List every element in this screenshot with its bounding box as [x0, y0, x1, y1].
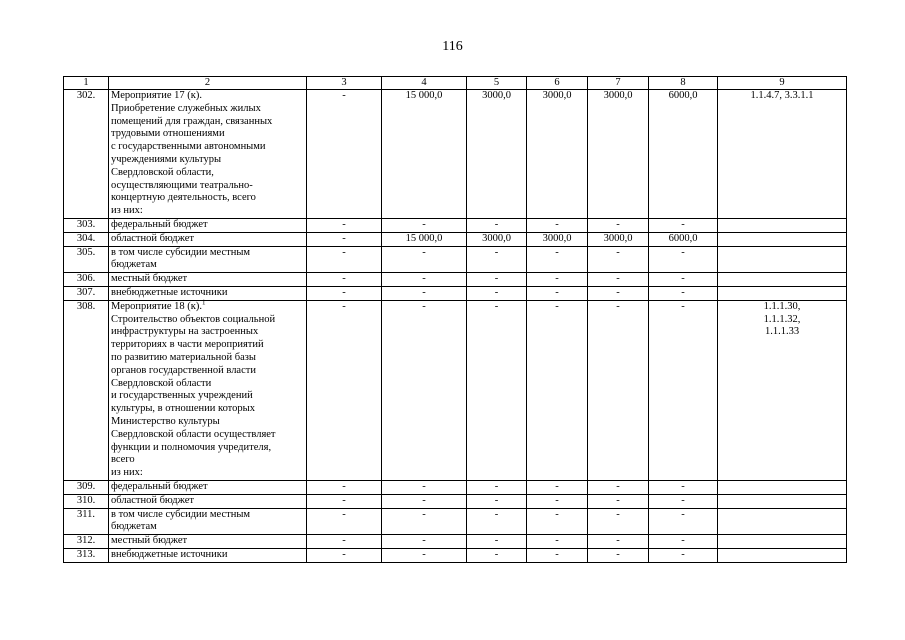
- table-row: [64, 480, 847, 494]
- value-cell: -: [467, 218, 527, 232]
- value-cell: -: [588, 286, 649, 300]
- value-cell: -: [307, 480, 382, 494]
- reference-cell: [718, 508, 847, 535]
- row-number: 309.: [64, 480, 109, 494]
- value-cell: -: [382, 494, 467, 508]
- column-header: 3: [307, 77, 382, 90]
- value-cell: -: [527, 494, 588, 508]
- row-number: 313.: [64, 548, 109, 562]
- measure-title: Мероприятие 18 (к).: [111, 300, 203, 312]
- table-row: [64, 232, 847, 246]
- budget-table: [63, 76, 847, 563]
- row-number: 306.: [64, 273, 109, 287]
- value-cell: -: [467, 548, 527, 562]
- row-number: 311.: [64, 508, 109, 535]
- value-cell: -: [527, 508, 588, 535]
- value-cell: -: [382, 300, 467, 480]
- value-cell: -: [382, 218, 467, 232]
- footnote-marker: 1: [202, 298, 206, 307]
- row-description: местный бюджет: [109, 535, 307, 549]
- table-row: [64, 90, 847, 219]
- value-cell: -: [307, 218, 382, 232]
- value-cell: 6000,0: [649, 232, 718, 246]
- value-cell: -: [382, 480, 467, 494]
- row-number: 305.: [64, 246, 109, 273]
- value-cell: -: [307, 535, 382, 549]
- page-number: 116: [442, 39, 463, 54]
- reference-cell: [718, 232, 847, 246]
- value-cell: -: [588, 535, 649, 549]
- value-cell: -: [307, 494, 382, 508]
- value-cell: -: [382, 508, 467, 535]
- value-cell: -: [307, 90, 382, 219]
- row-description: в том числе субсидии местным бюджетам: [109, 508, 307, 535]
- row-number: 304.: [64, 232, 109, 246]
- column-header-row: [64, 77, 847, 90]
- row-description: областной бюджет: [109, 232, 307, 246]
- column-header: 8: [649, 77, 718, 90]
- reference-cell: [718, 273, 847, 287]
- value-cell: -: [307, 232, 382, 246]
- value-cell: 15 000,0: [382, 90, 467, 219]
- column-header: 5: [467, 77, 527, 90]
- table-row: [64, 246, 847, 273]
- value-cell: -: [527, 246, 588, 273]
- value-cell: -: [649, 548, 718, 562]
- row-description: внебюджетные источники: [109, 548, 307, 562]
- reference-cell: 1.1.1.30, 1.1.1.32, 1.1.1.33: [718, 300, 847, 480]
- value-cell: -: [307, 273, 382, 287]
- value-cell: -: [382, 273, 467, 287]
- value-cell: 3000,0: [588, 90, 649, 219]
- row-number: 312.: [64, 535, 109, 549]
- value-cell: -: [588, 508, 649, 535]
- value-cell: -: [527, 273, 588, 287]
- row-description: областной бюджет: [109, 494, 307, 508]
- table-row: [64, 535, 847, 549]
- value-cell: -: [649, 218, 718, 232]
- column-header: 9: [718, 77, 847, 90]
- row-description: федеральный бюджет: [109, 218, 307, 232]
- row-number: 302.: [64, 90, 109, 219]
- reference-cell: [718, 286, 847, 300]
- table-row: [64, 286, 847, 300]
- value-cell: -: [649, 535, 718, 549]
- value-cell: -: [649, 246, 718, 273]
- value-cell: -: [382, 286, 467, 300]
- value-cell: 3000,0: [527, 90, 588, 219]
- value-cell: -: [382, 548, 467, 562]
- value-cell: -: [588, 548, 649, 562]
- value-cell: 6000,0: [649, 90, 718, 219]
- table-row: [64, 494, 847, 508]
- reference-cell: [718, 535, 847, 549]
- reference-cell: [718, 246, 847, 273]
- row-description: в том числе субсидии местным бюджетам: [109, 246, 307, 273]
- reference-cell: [718, 548, 847, 562]
- row-number: 307.: [64, 286, 109, 300]
- value-cell: -: [467, 494, 527, 508]
- value-cell: -: [588, 300, 649, 480]
- value-cell: -: [588, 480, 649, 494]
- row-number: 310.: [64, 494, 109, 508]
- value-cell: -: [649, 508, 718, 535]
- table-row: [64, 548, 847, 562]
- value-cell: -: [527, 286, 588, 300]
- value-cell: -: [527, 535, 588, 549]
- value-cell: 3000,0: [467, 232, 527, 246]
- reference-cell: [718, 494, 847, 508]
- value-cell: -: [649, 273, 718, 287]
- value-cell: -: [527, 218, 588, 232]
- value-cell: -: [467, 480, 527, 494]
- table-row: [64, 508, 847, 535]
- value-cell: -: [307, 508, 382, 535]
- value-cell: 3000,0: [527, 232, 588, 246]
- value-cell: -: [588, 494, 649, 508]
- value-cell: -: [588, 273, 649, 287]
- value-cell: -: [649, 494, 718, 508]
- row-description: федеральный бюджет: [109, 480, 307, 494]
- measure-text: Строительство объектов социальной инфраструктуры на застроенных территориях в части мероприятий по развитию материальной базы органов государственной власти Свердловской области и государственных учреждений культуры, в отношении которых Министерство культуры Свердловской области осуществляет функции и полномочия учредителя, всего из них:: [111, 313, 276, 479]
- value-cell: -: [588, 246, 649, 273]
- column-header: 4: [382, 77, 467, 90]
- row-description: Мероприятие 17 (к). Приобретение служебных жилых помещений для граждан, связанных трудовыми отношениями с государственными автономными учреждениями культуры Свердловской области, осуществляющими театрально- концертную деятельность, всего из них:: [109, 90, 307, 219]
- table-body: [64, 77, 847, 563]
- value-cell: -: [649, 300, 718, 480]
- value-cell: -: [527, 480, 588, 494]
- value-cell: -: [467, 508, 527, 535]
- row-description: местный бюджет: [109, 273, 307, 287]
- value-cell: -: [467, 246, 527, 273]
- row-number: 303.: [64, 218, 109, 232]
- column-header: 6: [527, 77, 588, 90]
- value-cell: -: [588, 218, 649, 232]
- reference-cell: [718, 480, 847, 494]
- column-header: 7: [588, 77, 649, 90]
- column-header: 1: [64, 77, 109, 90]
- value-cell: 15 000,0: [382, 232, 467, 246]
- value-cell: -: [467, 273, 527, 287]
- reference-cell: [718, 218, 847, 232]
- table-row: [64, 218, 847, 232]
- reference-cell: 1.1.4.7, 3.3.1.1: [718, 90, 847, 219]
- row-description: [109, 300, 307, 480]
- row-description: внебюджетные источники: [109, 286, 307, 300]
- value-cell: -: [307, 548, 382, 562]
- value-cell: -: [649, 480, 718, 494]
- value-cell: -: [527, 548, 588, 562]
- value-cell: -: [382, 246, 467, 273]
- column-header: 2: [109, 77, 307, 90]
- table-row: [64, 300, 847, 480]
- value-cell: -: [382, 535, 467, 549]
- value-cell: -: [307, 286, 382, 300]
- value-cell: -: [307, 300, 382, 480]
- value-cell: -: [649, 286, 718, 300]
- value-cell: 3000,0: [588, 232, 649, 246]
- value-cell: -: [527, 300, 588, 480]
- table-row: [64, 273, 847, 287]
- value-cell: -: [467, 300, 527, 480]
- value-cell: -: [467, 535, 527, 549]
- value-cell: 3000,0: [467, 90, 527, 219]
- row-number: 308.: [64, 300, 109, 480]
- value-cell: -: [307, 246, 382, 273]
- value-cell: -: [467, 286, 527, 300]
